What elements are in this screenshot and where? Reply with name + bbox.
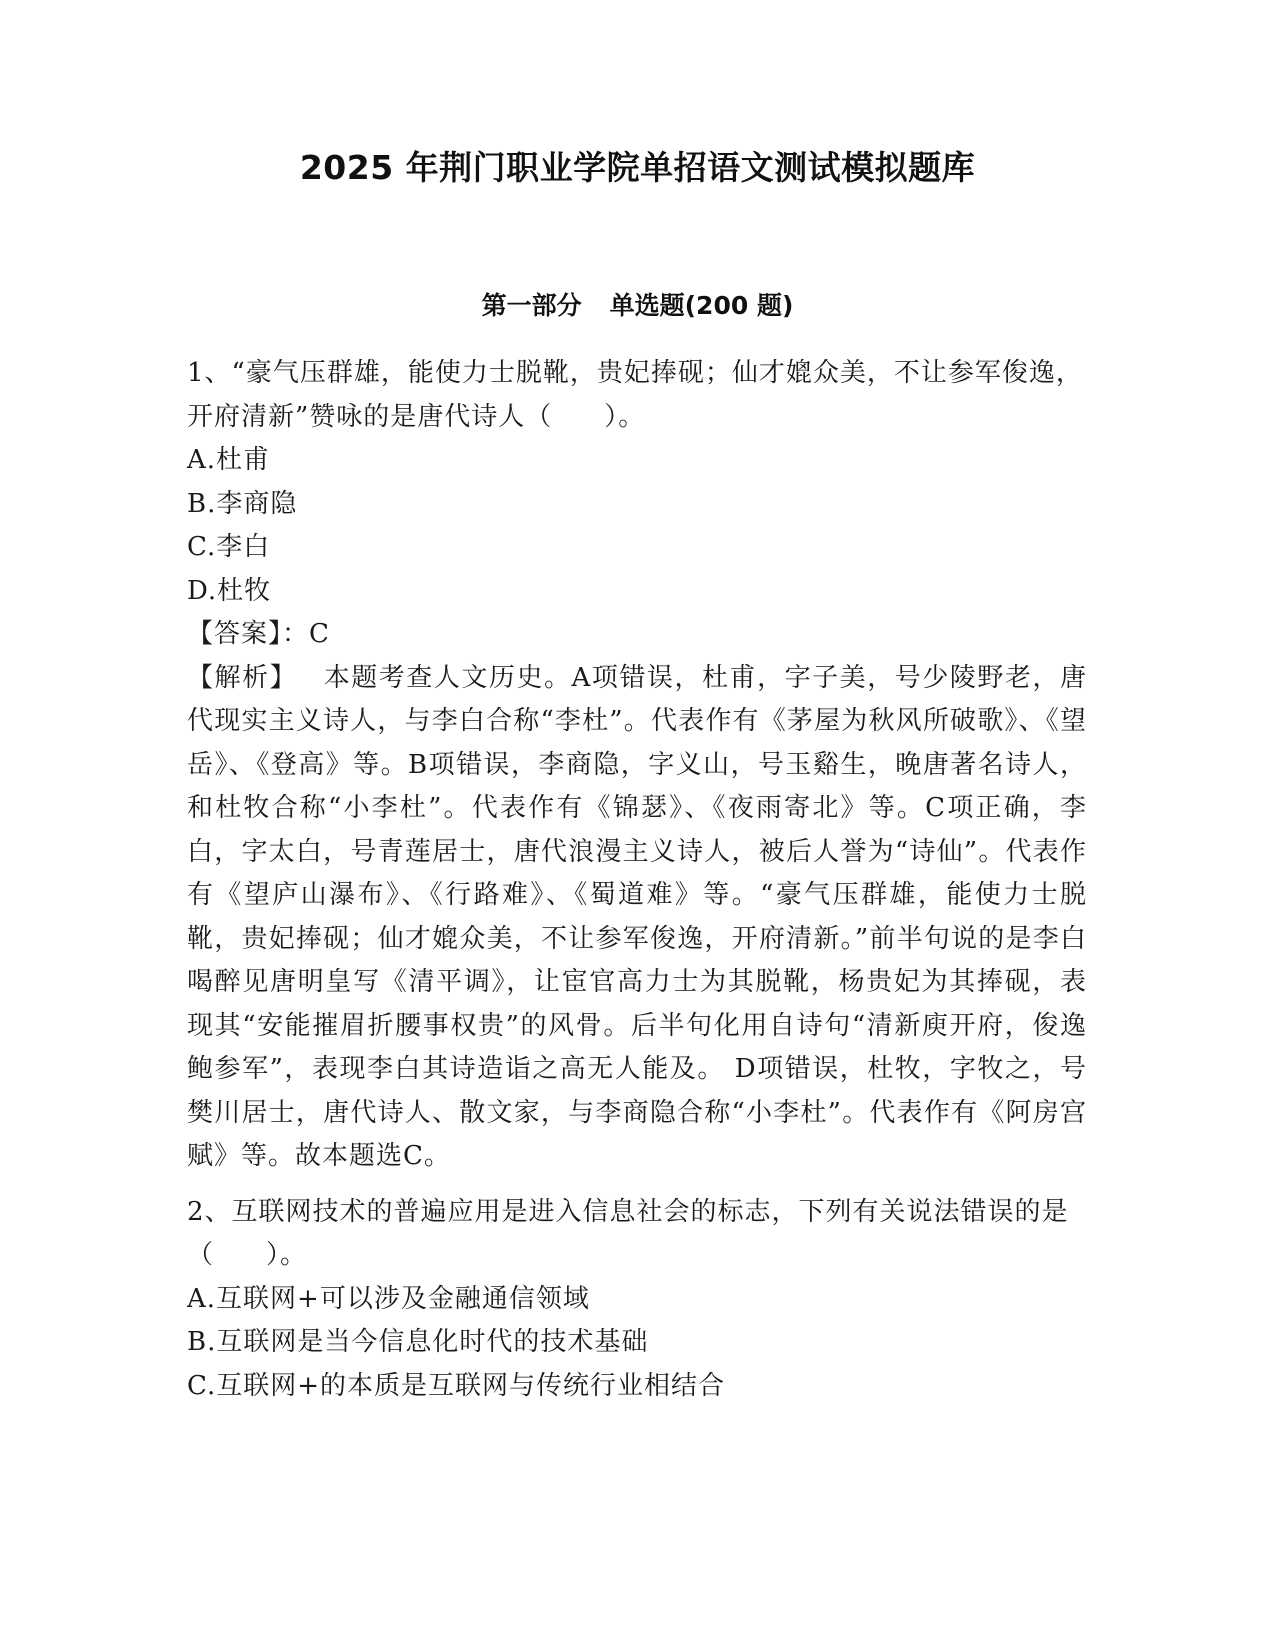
analysis-text: 本题考查人文历史。A项错误，杜甫，字子美，号少陵野老，唐代现实主义诗人，与李白合称“李杜”。代表作有《茅屋为秋风所破歌》、《望岳》、《登高》等。B项错误，李商隐，字义山，号玉谿生，晚唐著名诗人，和杜牧合称“小李杜”。代表作有《锦瑟》、《夜雨寄北》等。C项正确，李白，字太白，号青莲居士，唐代浪漫主义诗人，被后人誉为“诗仙”。代表作有《望庐山瀑布》、《行路难》、《蜀道难》等。“豪气压群雄，能使力士脱靴，贵妃捧砚；仙才媲众美，不让参军俊逸，开府清新。”前半句说的是李白喝醉见唐明皇写《清平调》，让宦官高力士为其脱靴，杨贵妃为其捧砚，表现其“安能摧眉折腰事权贵”的风骨。后半句化用自诗句“清新庾开府，俊逸鲍参军”，表现李白其诗造诣之高无人能及。 D项错误，杜牧，字牧之，号樊川居士，唐代诗人、散文家，与李商隐合称“小李杜”。代表作有《阿房宫赋》等。故本题选C。 [187,662,1087,1171]
option-b: B.李商隐 [187,488,298,519]
question-1 [187,352,1087,1179]
question-stem-end: ）。 [266,1240,308,1270]
option-a: A.杜甫 [187,445,271,475]
answer-label: 【答案】： [187,619,310,649]
option-b: B.互联网是当今信息化时代的技术基础 [187,1327,649,1357]
option-d: D.杜牧 [187,575,272,606]
analysis-label: 【解析】 [187,662,298,693]
question-list [187,352,1087,1408]
question-stem-text: 1、“豪气压群雄，能使力士脱靴，贵妃捧砚；仙才媲众美，不让参军俊逸，开府清新”赞咏的是唐代诗人（ [187,358,1083,432]
question-stem-text: 2、互联网技术的普遍应用是进入信息社会的标志，下列有关说法错误的是（ [187,1196,1069,1270]
option-a: A.互联网+可以涉及金融通信领域 [187,1283,590,1314]
question-separator [187,1179,1087,1191]
question-stem [187,352,1087,439]
question-2 [187,1191,1087,1409]
answer-value: C [309,619,330,649]
question-stem [187,1191,1087,1278]
question-stem-end: ）。 [604,401,646,432]
section-heading-type: 单选题(200 题) [609,291,794,320]
answer-line [187,613,1087,657]
option-c: C.李白 [187,532,271,562]
section-heading-part: 第一部分 [481,291,582,320]
section-heading [0,288,1275,324]
option-c: C.互联网+的本质是互联网与传统行业相结合 [187,1370,726,1401]
document-title: 2025 年荆门职业学院单招语文测试模拟题库 [299,148,976,187]
analysis [187,657,1087,1179]
